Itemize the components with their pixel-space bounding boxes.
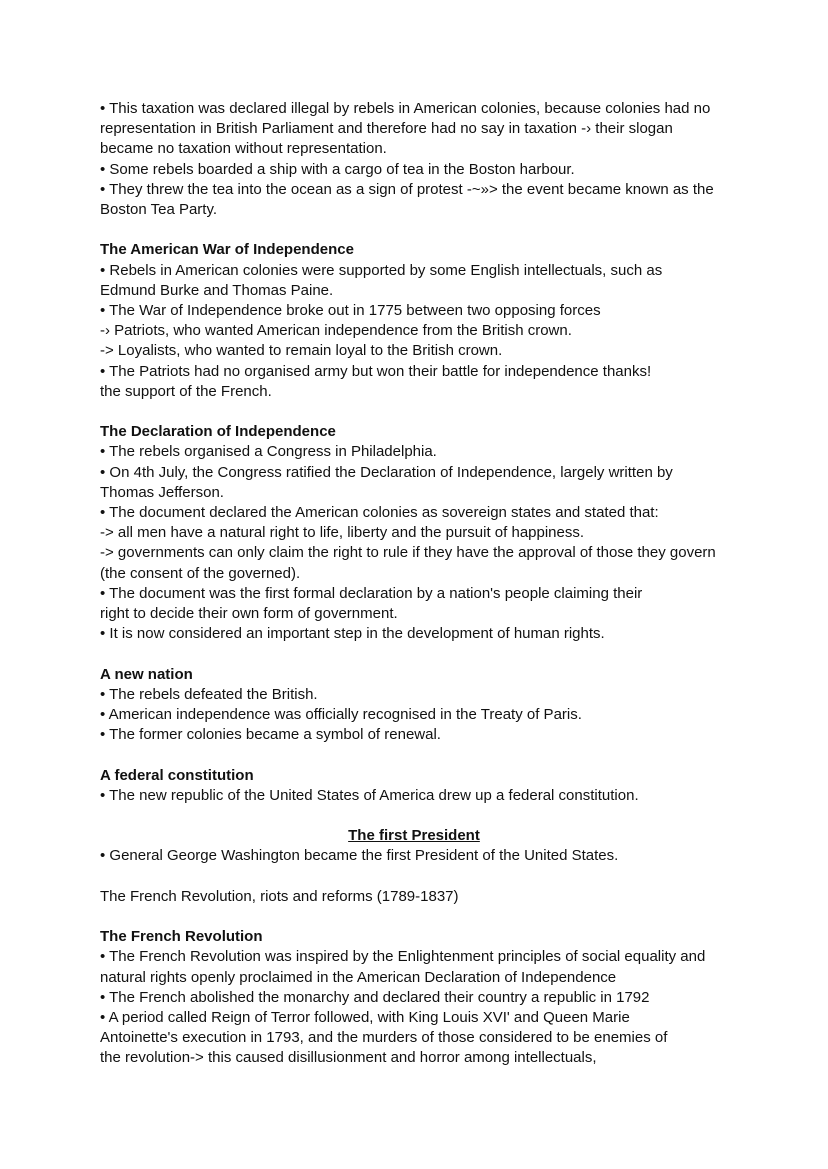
section-heading: A federal constitution: [100, 766, 254, 784]
text-line: • This taxation was declared illegal by rebels in American colonies, because colonies had no: [100, 100, 711, 117]
text-line: • The French Revolution was inspired by the Enlightenment principles of social equality and: [100, 948, 706, 966]
section-heading: The American War of Independence: [100, 241, 354, 259]
text-line: -› Patriots, who wanted American independence from the British crown.: [100, 322, 572, 340]
constitution-section: [100, 766, 800, 806]
taxation-paragraph: [100, 99, 800, 220]
text-line: the support of the French.: [100, 382, 272, 400]
text-line: • On 4th July, the Congress ratified the Declaration of Independence, largely written by: [100, 463, 673, 481]
text-line: Antoinette's execution in 1793, and the murders of those considered to be enemies of: [100, 1029, 668, 1047]
text-line: • They threw the tea into the ocean as a sign of protest -~»> the event became known as the: [100, 180, 714, 198]
text-line: representation in British Parliament and therefore had no say in taxation -› their slogan: [100, 120, 673, 138]
text-line: • American independence was officially recognised in the Treaty of Paris.: [100, 706, 582, 724]
text-line: • A period called Reign of Terror followed, with King Louis XVI' and Queen Marie: [100, 1009, 630, 1027]
president-section: [100, 826, 800, 866]
text-line: Boston Tea Party.: [100, 201, 218, 219]
text-line: • Rebels in American colonies were supported by some English intellectuals, such as: [100, 261, 663, 279]
new-nation-section: [100, 665, 800, 746]
war-section: [100, 240, 800, 402]
text-line: (the consent of the governed).: [100, 564, 301, 582]
text-line: • The French abolished the monarchy and declared their country a republic in 1792: [100, 988, 650, 1006]
section-heading: A new nation: [100, 665, 193, 683]
text-line: • The Patriots had no organised army but won their battle for independence thanks!: [100, 362, 652, 380]
text-line: -> governments can only claim the right to rule if they have the approval of those they govern: [100, 544, 716, 562]
text-line: • The document was the first formal declaration by a nation's people claiming their: [100, 584, 643, 602]
chapter-title: The French Revolution, riots and reforms (1789-1837): [100, 887, 459, 905]
text-line: • It is now considered an important step in the development of human rights.: [100, 625, 605, 643]
text-line: -> Loyalists, who wanted to remain loyal to the British crown.: [100, 342, 503, 360]
document-page: [100, 99, 800, 1069]
declaration-section: [100, 422, 800, 644]
text-line: • General George Washington became the first President of the United States.: [100, 847, 619, 865]
text-line: • The rebels organised a Congress in Philadelphia.: [100, 443, 437, 461]
section-heading: The Declaration of Independence: [100, 423, 336, 441]
text-line: • The rebels defeated the British.: [100, 685, 318, 703]
text-line: the revolution-> this caused disillusionment and horror among intellectuals,: [100, 1049, 597, 1067]
centered-heading: The first President: [348, 827, 480, 845]
text-line: • Some rebels boarded a ship with a cargo of tea in the Boston harbour.: [100, 160, 575, 178]
text-line: • The document declared the American colonies as sovereign states and stated that:: [100, 504, 659, 522]
text-line: • The former colonies became a symbol of renewal.: [100, 726, 441, 744]
section-heading: The French Revolution: [100, 928, 263, 946]
french-revolution-section: [100, 927, 800, 1068]
text-line: Edmund Burke and Thomas Paine.: [100, 281, 334, 299]
text-line: -> all men have a natural right to life, liberty and the pursuit of happiness.: [100, 524, 585, 542]
text-line: • The new republic of the United States of America drew up a federal constitution.: [100, 786, 639, 804]
text-line: natural rights openly proclaimed in the American Declaration of Independence: [100, 968, 617, 986]
text-line: became no taxation without representation.: [100, 140, 387, 158]
text-line: right to decide their own form of government.: [100, 605, 398, 623]
text-line: • The War of Independence broke out in 1775 between two opposing forces: [100, 302, 601, 320]
text-line: Thomas Jefferson.: [100, 483, 224, 501]
